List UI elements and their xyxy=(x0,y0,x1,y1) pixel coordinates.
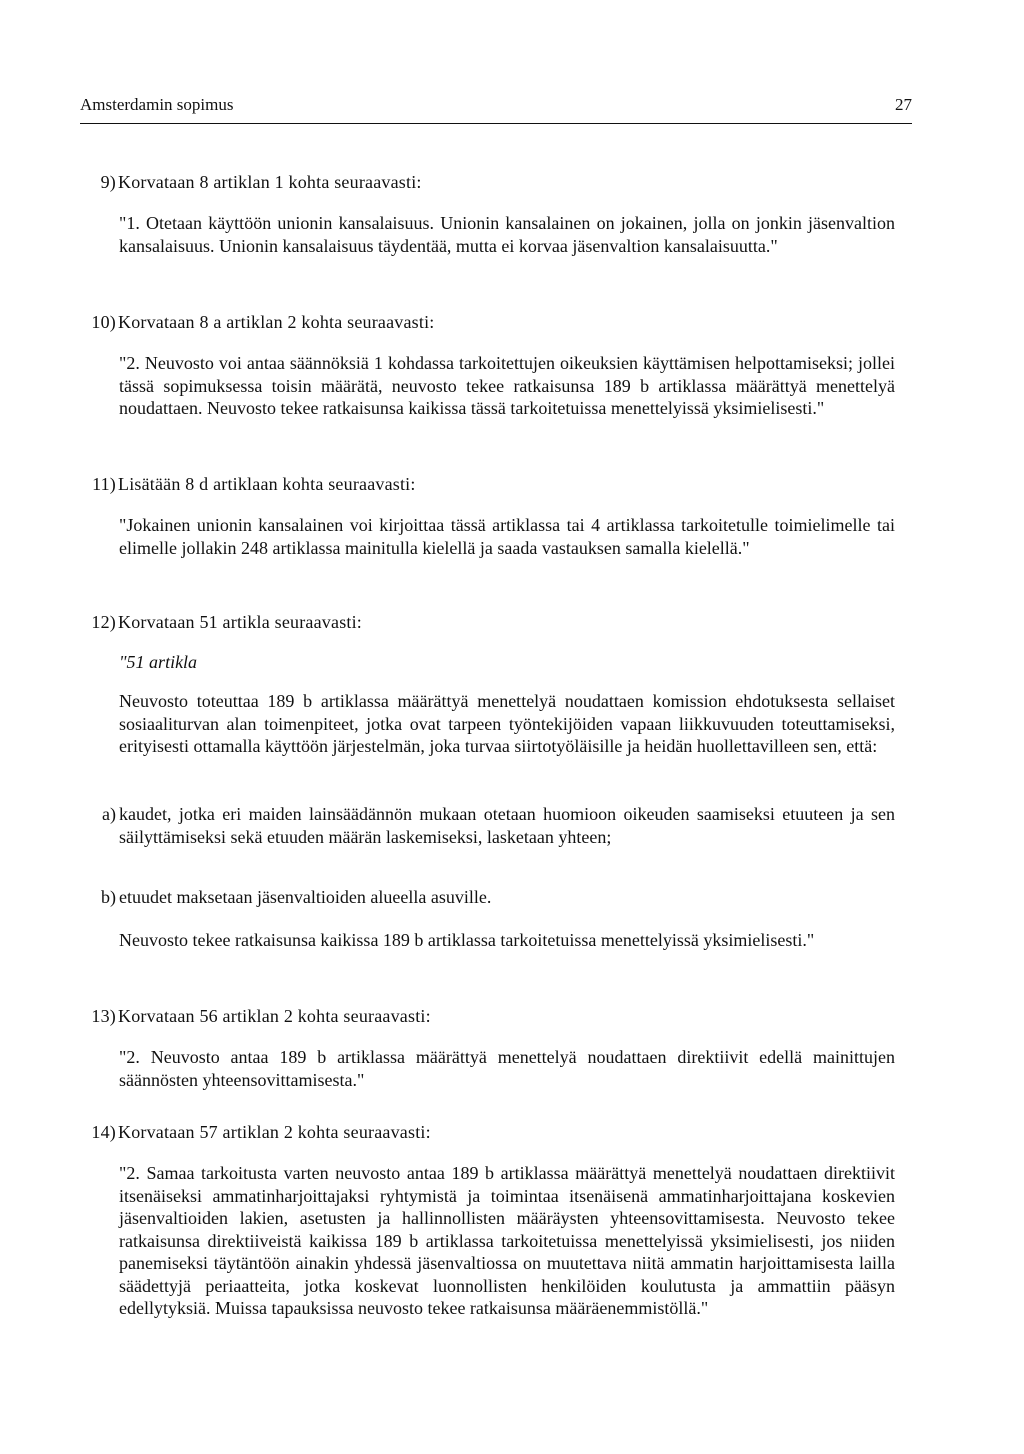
item-heading-text: Korvataan 8 a artiklan 2 kohta seuraavasti: xyxy=(118,312,435,332)
item-heading-text: Korvataan 57 artiklan 2 kohta seuraavasti: xyxy=(118,1122,431,1142)
article-intro: Neuvosto toteuttaa 189 b artiklassa määrättyä menettelyä noudattaen komission ehdotuksesta sellaiset sosiaaliturvan alan toimenpiteet, jotka ovat tarpeen työntekijöiden vapaan liikkuvuuden toteuttamiseksi, erityisesti ottamalla käyttöön järjestelmän, joka turvaa siirtotyöläisille ja heidän huollettavilleen sen, että: xyxy=(119,691,895,756)
list-text: kaudet, jotka eri maiden lainsäädännön mukaan otetaan huomioon oikeuden saamiseksi etuuteen ja sen säilyttämiseksi sekä etuuden määrän laskemiseksi, lasketaan yhteen; xyxy=(119,804,895,847)
running-header-title: Amsterdamin sopimus xyxy=(80,95,234,114)
paragraph: "2. Neuvosto voi antaa säännöksiä 1 kohdassa tarkoitettujen oikeuksien käyttämisen helpottamiseksi; jollei tässä sopimuksessa toisin määrätä, neuvosto tekee ratkaisunsa 189 b artiklassa määrättyä menettelyä noudattaen. Neuvosto tekee ratkaisunsa kaikissa tässä tarkoitetuissa menettelyissä yksimielisesti." xyxy=(119,353,895,418)
item-number: 10) xyxy=(91,312,116,332)
article-closing: Neuvosto tekee ratkaisunsa kaikissa 189 b artiklassa tarkoitetuissa menettelyissä yksimielisesti." xyxy=(119,930,815,950)
item-number: 13) xyxy=(91,1006,116,1026)
list-item-b xyxy=(80,886,895,909)
list-text: etuudet maksetaan jäsenvaltioiden alueella asuville. xyxy=(119,887,492,907)
item-heading-text: Korvataan 8 artiklan 1 kohta seuraavasti: xyxy=(118,172,422,192)
list-label: a) xyxy=(102,804,116,824)
page-number: 27 xyxy=(895,95,912,114)
list-label: b) xyxy=(101,887,116,907)
item-number: 12) xyxy=(91,612,116,632)
item-heading-text: Lisätään 8 d artiklaan kohta seuraavasti: xyxy=(118,474,416,494)
item-number: 14) xyxy=(91,1122,116,1142)
article-title: "51 artikla xyxy=(119,652,198,672)
paragraph: "2. Neuvosto antaa 189 b artiklassa määrättyä menettelyä noudattaen direktiivit edellä mainittujen säännösten yhteensovittamisesta." xyxy=(119,1047,895,1090)
paragraph: "1. Otetaan käyttöön unionin kansalaisuus. Unionin kansalainen on jokainen, jolla on jonkin jäsenvaltion kansalaisuus. Unionin kansalaisuus täydentää, mutta ei korvaa jäsenvaltion kansalaisuutta." xyxy=(119,213,895,256)
item-number: 11) xyxy=(92,474,116,494)
paragraph: "2. Samaa tarkoitusta varten neuvosto antaa 189 b artiklassa määrättyä menettelyä noudattaen direktiivit itsenäiseksi ammatinharjoittajaksi ryhtymistä ja toimintaa itsenäisenä ammatinharjoittajana koskevien jäsenvaltioiden lakien, asetusten ja hallinnollisten määräysten yhteensovittamisesta. Neuvosto tekee ratkaisunsa direktiiveistä kaikissa 189 b artiklassa tarkoitetuissa menettelyissä yksimielisesti, jos niiden panemiseksi täytäntöön ainakin yhdessä jäsenvaltiossa on muutettava niitä ammatin harjoittamisesta lailla säädettyjä periaatteita, jotka koskevat luonnollisten henkilöiden koulutusta ja ammattiin pääsyn edellytyksiä. Muissa tapauksissa neuvosto tekee ratkaisunsa määräenemmistöllä." xyxy=(119,1163,895,1318)
item-heading-text: Korvataan 51 artikla seuraavasti: xyxy=(118,612,363,632)
item-heading-text: Korvataan 56 artiklan 2 kohta seuraavasti: xyxy=(118,1006,431,1026)
running-header xyxy=(80,95,912,124)
item-number: 9) xyxy=(100,172,116,192)
list-item-a xyxy=(80,803,895,848)
paragraph: "Jokainen unionin kansalainen voi kirjoittaa tässä artiklassa tai 4 artiklassa tarkoitetulle toimielimelle tai elimelle jollakin 248 artiklassa mainitulla kielellä ja saada vastauksen samalla kielellä." xyxy=(119,515,895,558)
